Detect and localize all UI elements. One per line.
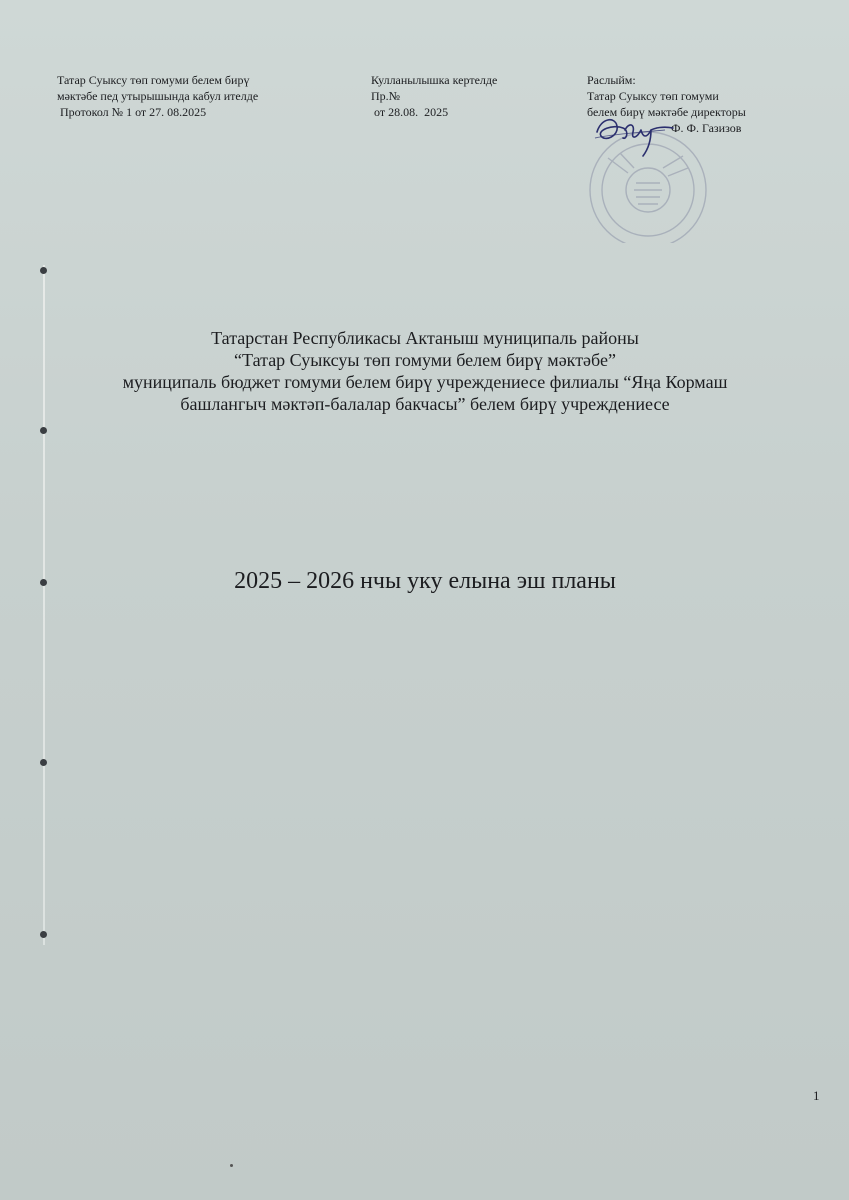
adopted-line: мәктәбе пед утырышында кабул ителде — [57, 89, 259, 103]
organization-line: Татарстан Республикасы Актаныш муниципаль районы — [211, 328, 639, 348]
adopted-block — [57, 72, 258, 120]
order-date: от 28.08. 2025 — [371, 105, 449, 119]
stitch-hole — [40, 579, 47, 586]
organization-line: башлангыч мәктәп-балалар бакчасы” белем бирү учреждениесе — [180, 394, 670, 414]
page-number: 1 — [813, 1088, 820, 1103]
enacted-block — [371, 72, 497, 120]
binding-stitches — [36, 265, 52, 945]
order-number: Пр.№ — [371, 89, 401, 103]
approved-line: Татар Суыксу төп гомуми — [587, 89, 719, 103]
stitch-hole — [40, 427, 47, 434]
stitch-hole — [40, 931, 47, 938]
handwritten-signature — [593, 108, 675, 160]
enacted-label: Кулланылышка кертелде — [371, 73, 498, 87]
stitch-hole — [40, 759, 47, 766]
stitch-hole — [40, 267, 47, 274]
binding-thread — [43, 265, 45, 945]
organization-line: “Татар Суыксуы төп гомуми белем бирү мәктәбе” — [234, 350, 616, 370]
director-name: Ф. Ф. Газизов — [671, 121, 742, 135]
approved-line: белем бирү мәктәбе директоры — [587, 105, 746, 119]
organization-header — [90, 327, 760, 415]
adopted-line: Татар Суыксу төп гомуми белем бирү — [57, 73, 250, 87]
paper-speck — [230, 1164, 233, 1167]
protocol-line: Протокол № 1 от 27. 08.2025 — [57, 105, 207, 119]
document-title: 2025 – 2026 нчы уку елына эш планы — [234, 568, 616, 594]
organization-line: муниципаль бюджет гомуми белем бирү учреждениесе филиалы “Яңа Кормаш — [122, 372, 728, 392]
approved-label: Раслыйм: — [587, 73, 636, 87]
